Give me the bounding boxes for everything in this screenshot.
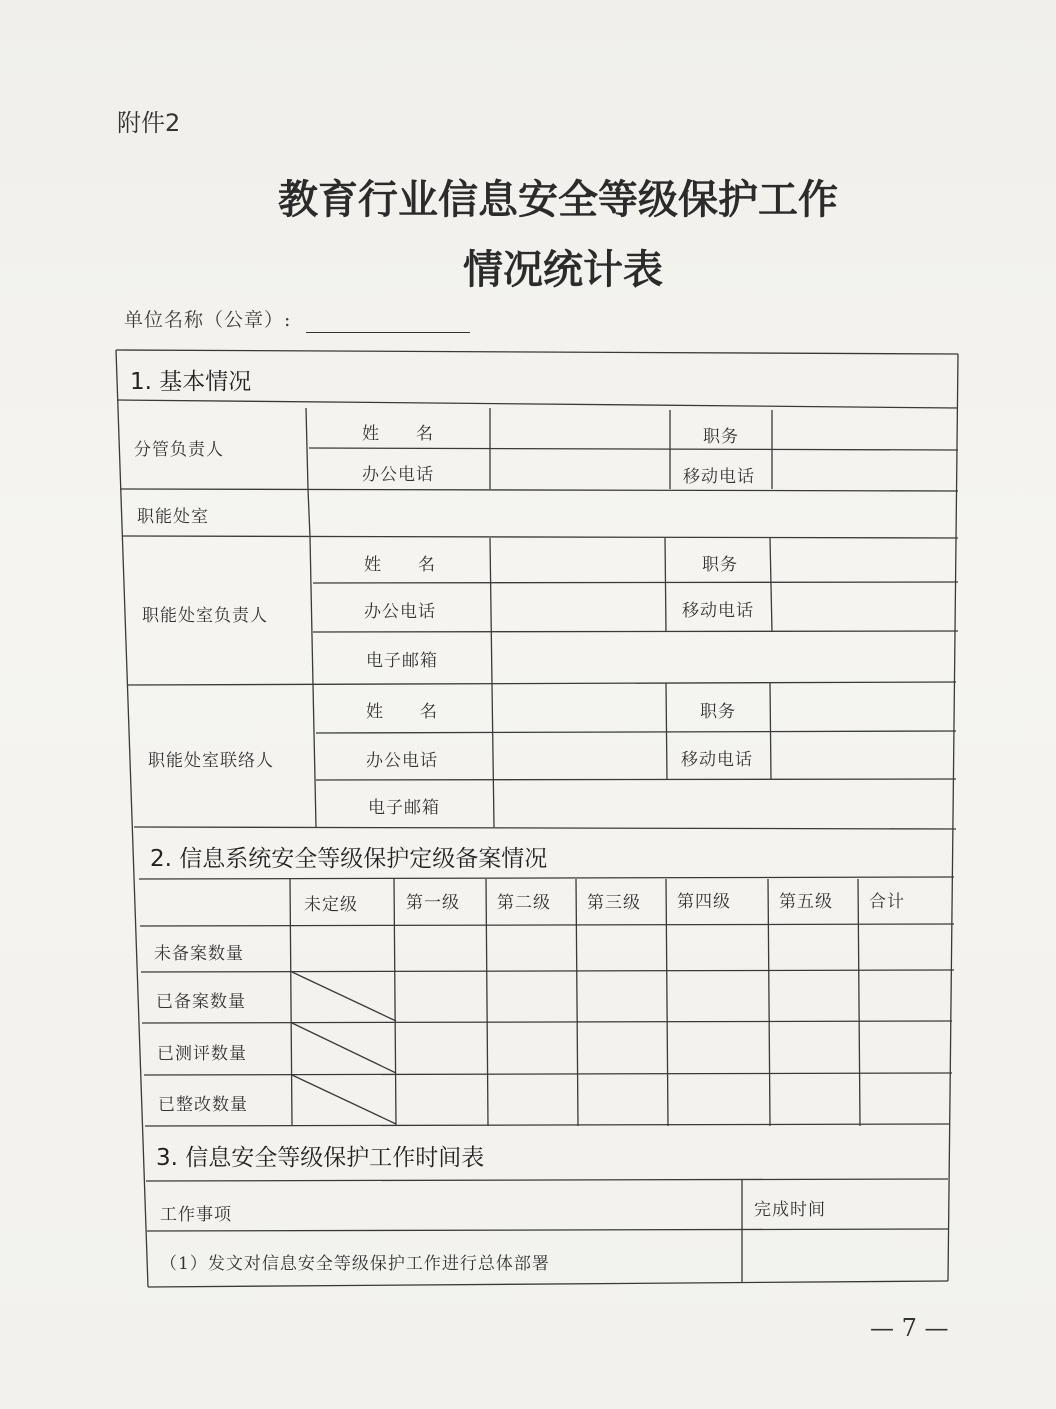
page-number: — 7 —	[870, 1314, 949, 1342]
col-completion-time: 完成时间	[754, 1200, 826, 1220]
document-title-line2: 情况统计表	[463, 246, 663, 293]
section2-heading: 2. 信息系统安全等级保护定级备案情况	[150, 846, 548, 872]
col-level3: 第三级	[587, 893, 641, 913]
col-unrated: 未定级	[304, 895, 358, 915]
dept-head-name-label: 姓 名	[364, 555, 436, 575]
section1-heading: 1. 基本情况	[130, 369, 252, 395]
col-task: 工作事项	[160, 1205, 232, 1225]
dept-contact-office-phone-label: 办公电话	[366, 751, 438, 771]
col-total: 合计	[869, 892, 905, 912]
dept-head-label: 职能处室负责人	[142, 606, 268, 626]
supervisor-position-label: 职务	[703, 427, 739, 447]
row-filed: 已备案数量	[156, 992, 246, 1012]
dept-contact-mobile-label: 移动电话	[681, 750, 753, 770]
dept-contact-email-label: 电子邮箱	[368, 798, 440, 818]
row-not-filed: 未备案数量	[154, 944, 244, 964]
dept-head-mobile-label: 移动电话	[682, 601, 754, 621]
col-level5: 第五级	[779, 892, 833, 912]
col-level2: 第二级	[497, 893, 551, 913]
dept-head-email-label: 电子邮箱	[366, 651, 438, 671]
col-level1: 第一级	[406, 893, 460, 913]
dept-contact-position-label: 职务	[700, 702, 736, 722]
supervisor-mobile-label: 移动电话	[683, 467, 755, 487]
supervisor-office-phone-label: 办公电话	[362, 465, 434, 485]
row-rectified: 已整改数量	[158, 1095, 248, 1115]
task-item-1: （1）发文对信息安全等级保护工作进行总体部署	[160, 1254, 550, 1274]
document-title-line1: 教育行业信息安全等级保护工作	[278, 176, 838, 223]
dept-contact-name-label: 姓 名	[366, 702, 438, 722]
attachment-label: 附件2	[117, 109, 181, 137]
dept-label: 职能处室	[137, 507, 209, 527]
supervisor-label: 分管负责人	[134, 440, 224, 460]
dept-head-position-label: 职务	[702, 555, 738, 575]
dept-head-office-phone-label: 办公电话	[364, 602, 436, 622]
dept-contact-label: 职能处室联络人	[148, 751, 274, 771]
section3-heading: 3. 信息安全等级保护工作时间表	[156, 1145, 485, 1171]
row-evaluated: 已测评数量	[157, 1044, 247, 1064]
supervisor-name-label: 姓 名	[362, 424, 434, 444]
unit-name-label: 单位名称（公章）:	[124, 309, 292, 331]
col-level4: 第四级	[677, 892, 731, 912]
